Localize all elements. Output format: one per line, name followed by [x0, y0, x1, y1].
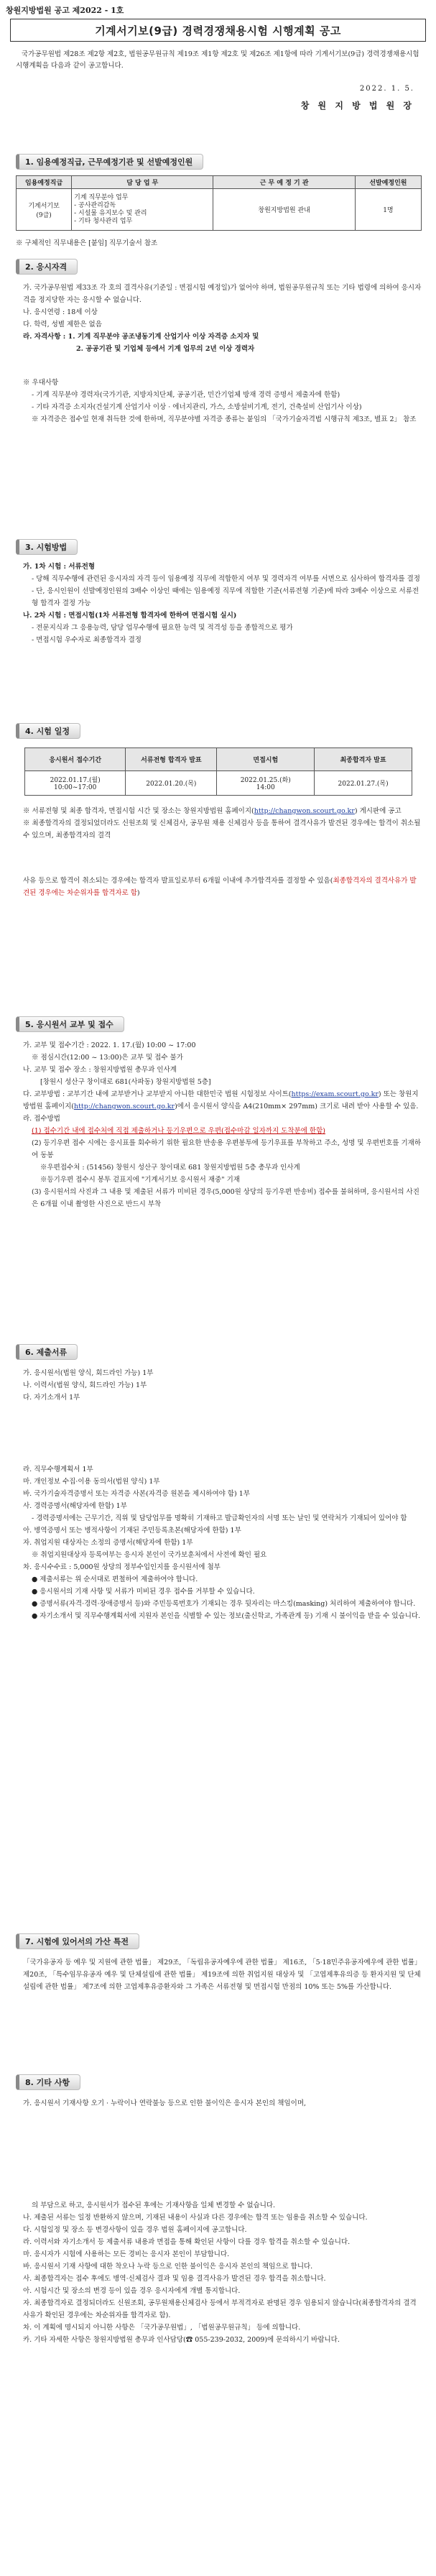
s3-sub2: 나. 2차 시험 : 면접시험(1차 서류전형 합격자에 한하여 면접시험 실시): [23, 612, 237, 620]
apply-date: 2022.01.17.(월): [50, 777, 101, 784]
s8-line: 차. 이 계획에 명시되지 아니한 사항은 「국가공무원법」, 「법원공무원규칙」 등에 의합니다.: [23, 2324, 301, 2332]
s2-line: 다. 학력, 성별 제한은 없음: [23, 321, 102, 328]
s6-line: 마. 개인정보 수집·이용 동의서(법원 양식) 1부: [23, 1478, 160, 1486]
s2-note: ※ 우대사항: [23, 379, 59, 387]
th-count: 선발예정인원: [355, 176, 421, 189]
s6-line: 자. 취업지원 대상자는 소정의 증명서(해당자에 한함) 1부: [23, 1539, 193, 1547]
section-7-heading: 7. 시험에 있어서의 가산 특전: [16, 1933, 139, 1949]
cell-grade: [17, 189, 72, 231]
exam-site-link[interactable]: https://exam.scourt.go.kr: [291, 1090, 379, 1098]
th-apply: 응시원서 접수기간: [25, 748, 126, 771]
cell-doc-result: 2022.01.20.(목): [126, 771, 217, 796]
th-office: 근 무 예 정 기 관: [213, 176, 355, 189]
s3-body: [16, 561, 422, 646]
s6-line: 나. 이력서(법원 양식, 회드라인 가능) 1부: [23, 1381, 147, 1389]
grade-level: (9급): [36, 211, 52, 219]
th-interview: 면접시험: [217, 748, 315, 771]
s5-download: [16, 1088, 422, 1113]
duty-line: - 공사관리감독: [74, 201, 116, 209]
s1-note: ※ 구체적인 직무내용은 [붙임] 직무기술서 참조: [16, 239, 158, 247]
s4-note-1-text: ※ 서류전형 및 최종 합격자, 면접시험 시간 및 장소는 창원지방법원 홈페이지(: [23, 807, 254, 815]
qualification-line-1: 라. 자격사항 : 1. 기계 직무분야 공조냉동기계 산업기사 이상 자격증 소지자 및: [23, 333, 259, 341]
s5-method-3: (3) 응시원서의 사진과 그 내용 및 제출된 서류가 미비된 경우(5,000원 상당의 등기우편 반송비) 접수를 불허하며, 응시원서의 사진은 6개월 이내 촬영한 사진으로 반드시 부착: [32, 1188, 419, 1208]
s4-note-3-text: 사유 등으로 합격이 취소되는 경우에는 합격자 발표일로부터 6개월 이내에 추가합격자를 결정할 수 있음(: [23, 877, 333, 885]
s8-line: 카. 기타 자세한 사항은 창원지방법원 총무과 인사담당(☎ 055-239-2032, 2009)에 문의하시기 바랍니다.: [23, 2336, 340, 2344]
interview-date: 2022.01.25.(화): [240, 777, 291, 784]
s6-body: [16, 1367, 422, 1404]
section-8-heading: 8. 기타 사항: [16, 2074, 80, 2090]
s8-line: 다. 시험일정 및 장소 등 변경사항이 있을 경우 법원 홈페이지에 공고합니다.: [23, 2226, 247, 2234]
s5-line: [창원시 성산구 창이대로 681(사파동) 창원지방법원 5층]: [40, 1078, 211, 1086]
s2-note: - 기계 직무분야 경력자(국가기관, 지방자치단체, 공공기관, 민간기업체 방재 경력 증명서 제출자에 한함): [32, 391, 340, 399]
section-6-heading: 6. 제출서류: [16, 1344, 78, 1360]
s5-line: 가. 교부 및 접수기간 : 2022. 1. 17.(월) 10:00 ~ 17:00: [23, 1041, 196, 1049]
s8-line: 사. 최종합격자는 접수 후에도 병역·신체검사 결과 및 임용 결격사유가 발견된 경우 합격을 취소합니다.: [23, 2275, 326, 2283]
cell-office: 창원지방법원 관내: [213, 189, 355, 231]
cell-interview: [217, 771, 315, 796]
cell-duty: [72, 189, 213, 231]
announcement-title: 기계서기보(9급) 경력경쟁채용시험 시행계획 공고: [10, 19, 426, 42]
duty-line: - 기타 청사관리 업무: [74, 217, 133, 225]
th-duty: 담 당 업 무: [72, 176, 213, 189]
s5-line: ※ 점심시간(12:00 ~ 13:00)은 교부 및 접수 불가: [32, 1054, 183, 1062]
s6-line: 사. 경력증명서(해당자에 한함) 1부: [23, 1502, 127, 1510]
section-1-heading: 1. 임용예정직급, 근무예정기관 및 선발예정인원: [16, 154, 203, 170]
s6-line: 가. 응시원서(법원 양식, 회드라인 가능) 1부: [23, 1369, 154, 1377]
s6-line: ● 응시원서의 기재 사항 및 서류가 미비된 경우 접수를 거부할 수 있습니다.: [32, 1588, 255, 1596]
s8-line: 의 부담으로 하고, 응시원서가 접수된 후에는 기재사항을 일체 변경할 수 없습니다.: [32, 2202, 276, 2209]
s5-method-1: (1) 접수기간 내에 접수처에 직접 제출하거나 등기우편으로 우편(접수마감 일자까지 도착분에 한함): [32, 1127, 325, 1135]
s2-note: - 기타 자격증 소지자(건설기계 산업기사 이상 · 에너지관리, 가스, 소방설비기계, 전기, 건축설비 산업기사 이상): [32, 403, 362, 411]
s7-body: [16, 1956, 422, 1993]
th-grade: 임용예정직급: [17, 176, 72, 189]
s5-line: 라. 접수방법: [23, 1115, 60, 1123]
duty-line: - 시설물 유지보수 및 관리: [74, 209, 147, 217]
s8-body-2: [16, 2199, 422, 2346]
s6-line: - 경력증명서에는 근무기간, 직위 및 담당업무를 명확히 기재하고 발급확인자의 서명 또는 날인 및 연락처가 기재되어 있어야 함: [32, 1514, 407, 1522]
cell-count: 1명: [355, 189, 421, 231]
s5-method-2: (2) 등기우편 접수 시에는 응시표를 회수하기 위한 필요한 반송용 우편봉투에 등기우표를 부착하고 주소, 성명 및 우편번호를 기재하여 동봉: [32, 1139, 421, 1159]
s6-line: ● 자기소개서 및 직무수행계획서에 지원자 본인을 식별할 수 있는 정보(출신학교, 가족관계 등) 기재 시 불이익을 받을 수 있습니다.: [32, 1612, 421, 1620]
s4-note-1-tail: ) 게시판에 공고: [354, 807, 402, 815]
s8-line: 가. 응시원서 기재사항 오기 · 누락이나 연락불능 등으로 인한 불이익은 응시자 본인의 책임이며,: [23, 2099, 307, 2107]
s6-line: 라. 직무수행계획서 1부: [23, 1466, 93, 1473]
section-4-heading: 4. 시험 일정: [16, 723, 80, 739]
s2-line: 가. 국가공무원법 제33조 각 호의 결격사유(기준일 : 면접시험 예정일)가 없어야 하며, 법원공무원규칙 또는 기타 법령에 의하여 응시자격을 정지당한 자는 응시할 수 없습니다.: [23, 284, 422, 304]
s3-sub1: 가. 1차 시험 : 서류전형: [23, 563, 96, 571]
s3-line: - 단, 응시인원이 선발예정인원의 3배수 이상인 때에는 임용예정 직무에 적합한 기준(서류전형 기준)에 따라 3배수 이상으로 서류전형 합격자 결정 가능: [32, 587, 419, 607]
schedule-table: [24, 748, 412, 796]
s4-note-3-tail: ): [136, 889, 140, 897]
s3-line: - 면접시험 우수자로 최종합격자 결정: [32, 636, 142, 644]
s4-note-3-highlight: 최종합격자의 결격사유가 발견된 경우에는 차순위자를 합격자로 함: [23, 877, 417, 897]
s8-line: 자. 최종합격자로 결정되더라도 신원조회, 공무원채용신체검사 등에서 부적격자로 판명된 경우 임용되지 않습니다(최종합격자의 결격사유가 확인된 경우에는 차순위자를 합격자로 함).: [23, 2299, 417, 2319]
s4-note-1: [16, 805, 422, 817]
s5-envelope-note: ※등기우편 접수시 봉투 겉표지에 "기계서기보 응시원서 재중" 기재: [40, 1176, 240, 1184]
court-homepage-link-2[interactable]: http://changwon.scourt.go.kr: [73, 1103, 175, 1110]
s2-body: [16, 282, 422, 426]
intro-paragraph: 국가공무원법 제28조 제2항 제2호, 법원공무원규칙 제19조 제1항 제2호 및 제26조 제1항에 따라 기계서기보(9급) 경력경쟁채용시험 시행계획을 다음과 같이 공고합니다.: [16, 50, 419, 70]
s4-notes: [16, 805, 422, 899]
section-2-heading: 2. 응시자격: [16, 259, 78, 275]
interview-time: 14:00: [256, 784, 275, 791]
s6-line: ※ 취업지원대상자 등록여부는 응시자 본인이 국가보훈처에서 사전에 확인 필요: [32, 1551, 267, 1559]
s3-line: - 전문지식과 그 응용능력, 담당 업무수행에 필요한 능력 및 적격성 등을 종합적으로 평가: [32, 624, 293, 632]
cell-apply: [25, 771, 126, 796]
s6-line: ● 제출서류는 위 순서대로 편철하여 제출하여야 합니다.: [32, 1576, 198, 1583]
s7-paragraph: 「국가유공자 등 예우 및 지원에 관한 법률」 제29조, 「독립유공자예우에 관한 법률」 제16조, 「5·18민주유공자예우에 관한 법률」 제20조, 「특수임무유공자 예우 및 단체설립에 관한 법률」 제19조에 의한 취업지원 대상자 및 「고엽제후유의증 등 환자지원 및 단체설립에 관한 법률」 제7조에 의한 고엽제후유증환자와 그 가족은 서류전형 및 면접시험 만점의 10% 또는 5%를 가산합니다.: [23, 1959, 422, 1991]
cell-final: 2022.01.27.(목): [315, 771, 412, 796]
s2-note: ※ 자격증은 접수일 현재 취득한 것에 한하며, 직무분야별 자격증 종류는 붙임의 「국가기술자격법 시행규칙 제3조, 별표 2」 참조: [32, 415, 417, 423]
s6-line: 아. 병역증명서 또는 병적사항이 기재된 주민등록초본(해당자에 한함) 1부: [23, 1527, 241, 1535]
qualification-line-2: 2. 공공기관 및 기업체 등에서 기계 업무의 2년 이상 경력자: [76, 345, 255, 353]
s5-address: ※우편접수처 : (51456) 창원시 성산구 창이대로 681 창원지방법원 5층 총무과 인사계: [40, 1164, 300, 1172]
section-5-heading: 5. 응시원서 교부 및 접수: [16, 1016, 124, 1032]
s4-note-2: ※ 최종합격자의 결정되었더라도 신원조회 및 신체검사, 공무원 채용 신체검사 등을 통하여 결격사유가 발견된 경우에는 합격이 취소될 수 있으며, 최종합격자의 결격: [23, 819, 421, 840]
section-3-heading: 3. 시험방법: [16, 539, 78, 555]
s8-line: 마. 응시자가 시험에 사용하는 모든 경비는 응시자 본인이 부담합니다.: [23, 2250, 230, 2258]
s8-body: [16, 2097, 422, 2110]
s6-line: 바. 국가기술자격증명서 또는 자격증 사본(자격증 원본을 제시하여야 함) 1부: [23, 1490, 250, 1498]
s6-body-2: [16, 1463, 422, 1622]
issuing-organization: 창 원 지 방 법 원 장: [300, 101, 414, 111]
apply-time: 10:00~17:00: [53, 784, 97, 791]
s6-line: 차. 응시수수료 : 5,000원 상당의 정부수입인지를 응시원서에 첨부: [23, 1563, 221, 1571]
s5-body: [16, 1039, 422, 1210]
s5-line: 나. 교부 및 접수 장소 : 창원지방법원 총무과 인사계: [23, 1066, 177, 1074]
s4-note-3: [16, 875, 422, 899]
s8-line: 나. 제출된 서류는 일정 반환하지 않으며, 기재된 내용이 사실과 다른 경우에는 합격 또는 임용을 취소할 수 있습니다.: [23, 2214, 368, 2222]
th-doc-result: 서류전형 합격자 발표: [126, 748, 217, 771]
s2-line: 나. 응시연령 : 18세 이상: [23, 308, 98, 316]
s6-line: ● 증명서류(자격·경력·장애증명서 등)와 주민등록번호가 기재되는 경우 뒷자리는 마스킹(masking) 처리하여 제출하여야 합니다.: [32, 1600, 416, 1608]
court-homepage-link[interactable]: http://changwon.scourt.go.kr: [254, 807, 355, 815]
s5-download-mid: ) 또는 창원지방법원 홈페이지(: [23, 1090, 419, 1110]
s6-line: 다. 자기소개서 1부: [23, 1394, 80, 1402]
s3-line: - 당해 직무수행에 관련된 응시자의 자격 등이 임용예정 직무에 적합한지 여부 및 경력자격 여부를 서면으로 심사하여 합격자를 결정: [32, 575, 420, 583]
s5-download-tail: )에서 응시원서 양식을 A4(210mm× 297mm) 크기로 내려 받아 사용할 수 있음.: [175, 1103, 419, 1110]
s5-download-text: 다. 교부방법 : 교부기간 내에 교부받거나 교부받지 아니한 대한민국 법원 시험정보 사이트(: [23, 1090, 292, 1098]
s8-line: 아. 시험시간 및 장소의 변경 등이 있을 경우 응시자에게 개별 통지합니다.: [23, 2287, 241, 2295]
announcement-date: 2022. 1. 5.: [359, 85, 414, 93]
duty-line: 기계 직무분야 업무: [74, 193, 129, 201]
position-table: [16, 175, 422, 231]
grade-name: 기계서기보: [28, 202, 60, 210]
th-final: 최종합격자 발표: [315, 748, 412, 771]
document-number: 창원지방법원 공고 제2022 - 1호: [6, 6, 124, 15]
s8-line: 바. 응시원서 기재 사항에 대한 착오나 누락 등으로 인한 불이익은 응시자 본인의 책임으로 합니다.: [23, 2263, 313, 2271]
s8-line: 라. 이력서와 자기소개서 등 제출서류 내용과 면접을 통해 확인된 사항이 다를 경우 합격을 취소할 수 있습니다.: [23, 2238, 351, 2246]
